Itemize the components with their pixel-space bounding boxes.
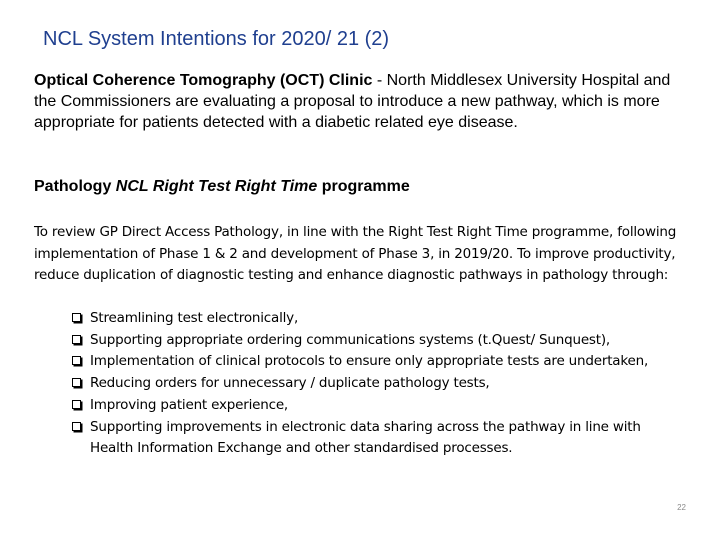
bullet-text: Supporting improvements in electronic data sharing across the pathway in line with Health Information Exchange and other standardised processes. <box>90 418 641 457</box>
bullet-text: Implementation of clinical protocols to ensure only appropriate tests are undertaken, <box>90 353 649 370</box>
pathology-intro: To review GP Direct Access Pathology, in line with the Right Test Right Time programme, following implementation of Phase 1 & 2 and development of Phase 3, in 2019/20. To improve productivity, reduce duplication of diagnostic testing and enhance diagnostic pathways in pathology through: <box>34 224 677 284</box>
checkbox-square-icon <box>72 378 81 387</box>
bullet-text: Improving patient experience, <box>90 396 289 413</box>
slide-title: NCL System Intentions for 2020/ 21 (2) <box>43 28 390 50</box>
bullet-text: Reducing orders for unnecessary / duplicate pathology tests, <box>90 375 490 392</box>
bullet-text: Supporting appropriate ordering communications systems (t.Quest/ Sunquest), <box>90 331 611 348</box>
bullet-item <box>72 417 682 460</box>
pathology-heading <box>34 178 410 196</box>
bullet-item <box>72 395 682 417</box>
oct-body: - North Middlesex University Hospital and the Commissioners are evaluating a proposal to introduce a new pathway, which is more appropriate for patients detected with a diabetic related eye disease. <box>34 72 671 131</box>
pathology-heading-programme: NCL Right Test Right Time <box>115 178 318 195</box>
pathology-bullet-list <box>72 308 682 460</box>
bullet-text: Streamlining test electronically, <box>90 310 299 326</box>
bullet-item <box>72 351 682 373</box>
checkbox-square-icon <box>72 400 81 409</box>
bullet-item <box>72 330 682 352</box>
bullet-item <box>72 373 682 395</box>
bullet-item <box>72 308 682 330</box>
checkbox-square-icon <box>72 422 81 431</box>
pathology-heading-suffix: programme <box>317 178 410 195</box>
checkbox-square-icon <box>72 313 81 322</box>
checkbox-square-icon <box>72 356 81 365</box>
oct-paragraph <box>34 70 684 133</box>
checkbox-square-icon <box>72 335 81 344</box>
pathology-heading-prefix: Pathology <box>34 178 116 195</box>
oct-heading: Optical Coherence Tomography (OCT) Clinic <box>34 72 373 89</box>
page-number: 22 <box>677 503 686 512</box>
